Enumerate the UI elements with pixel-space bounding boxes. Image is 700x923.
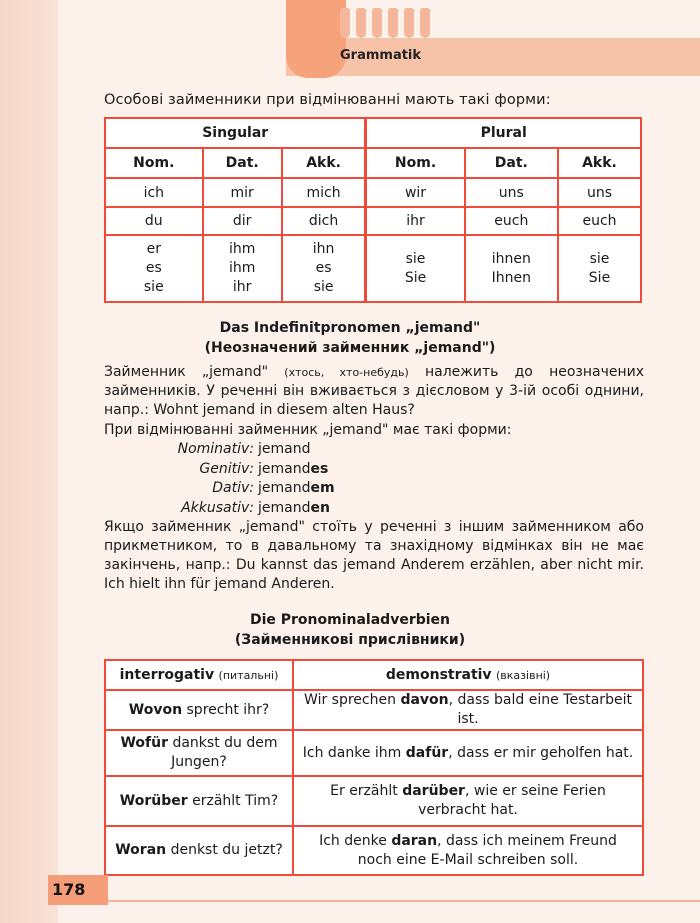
answer-pre: Ich danke ihm bbox=[302, 744, 406, 761]
adverb-word: Wofür bbox=[120, 735, 169, 751]
column-header: Akk. bbox=[282, 148, 366, 178]
column-header: Nom. bbox=[366, 148, 465, 178]
table-cell: sie Sie bbox=[366, 235, 465, 302]
column-header-note: (питальні) bbox=[218, 668, 279, 682]
table-cell: ihr bbox=[366, 207, 465, 235]
section-subtitle: (Займенникові прислівники) bbox=[234, 632, 466, 648]
answer-cell bbox=[293, 826, 643, 875]
adverb-word: davon bbox=[400, 692, 449, 708]
answer-pre: Wir sprechen bbox=[304, 692, 401, 708]
adverb-word: darüber bbox=[402, 783, 465, 799]
group-header-plural: Plural bbox=[366, 118, 641, 148]
question-cell bbox=[105, 730, 293, 776]
table-row bbox=[105, 235, 641, 302]
case-label: Nominativ: bbox=[177, 441, 254, 457]
case-form bbox=[258, 440, 335, 460]
text-fragment: Займенник „jemand" bbox=[104, 364, 285, 380]
case-form bbox=[258, 479, 335, 499]
table-cell: ich bbox=[105, 178, 203, 207]
adverb-word: Woran bbox=[115, 842, 167, 858]
column-header-text: interrogativ bbox=[119, 666, 215, 683]
form-ending: em bbox=[310, 480, 335, 496]
adverb-word: daran bbox=[391, 832, 438, 849]
table-cell: ihm ihm ihr bbox=[203, 235, 282, 302]
column-header: Akk. bbox=[558, 148, 641, 178]
question-rest: denkst du jetzt? bbox=[166, 842, 283, 858]
form-ending: en bbox=[310, 499, 330, 516]
table-cell: sie Sie bbox=[558, 235, 641, 302]
binder-tabs-decoration bbox=[340, 8, 430, 38]
answer-cell bbox=[293, 776, 643, 826]
section-subtitle: (Неозначений займенник „jemand") bbox=[204, 340, 496, 356]
table-row bbox=[105, 730, 643, 776]
column-header: Nom. bbox=[105, 148, 203, 178]
case-label: Genitiv: bbox=[199, 460, 254, 477]
table-row bbox=[105, 690, 643, 730]
table-cell: dich bbox=[282, 207, 366, 235]
answer-post: , wie er seine Ferien verbracht hat. bbox=[418, 783, 606, 818]
table-cell: ihnen Ihnen bbox=[465, 235, 558, 302]
column-header: Dat. bbox=[465, 148, 558, 178]
table-cell: du bbox=[105, 207, 203, 235]
personal-pronoun-table bbox=[104, 117, 642, 303]
answer-post: , dass er mir geholfen hat. bbox=[448, 744, 634, 761]
column-header-text: demonstrativ bbox=[385, 666, 492, 683]
answer-pre: Er erzählt bbox=[330, 783, 403, 799]
column-header bbox=[105, 660, 293, 690]
form-stem: jemand bbox=[258, 441, 311, 457]
table-cell: uns bbox=[465, 178, 558, 207]
text-fragment: належить до неозначених займенників. У реченні він вживається з дієсловом у 3-ій особі однини, напр.: Wohnt jemand in diesem alten Haus? bbox=[104, 364, 645, 418]
question-cell bbox=[105, 776, 293, 826]
form-stem: jemand bbox=[258, 499, 311, 516]
paragraph-jemand-usage: Якщо займенник „jemand" стоїть у реченні з іншим займенником або прикметником, то в давальному та знахідному відмінках він не має закінчень, напр.: Du kannst das jemand Anderem erzählen, aber nicht mir. Ich hielt ihn für jemand Anderen. bbox=[104, 519, 644, 592]
table-cell: dir bbox=[203, 207, 282, 235]
case-label: Akkusativ: bbox=[181, 499, 254, 516]
answer-pre: Ich denke bbox=[319, 832, 392, 849]
table-cell: uns bbox=[558, 178, 641, 207]
question-rest: sprecht ihr? bbox=[182, 701, 270, 718]
table-cell: mir bbox=[203, 178, 282, 207]
question-rest: erzählt Tim? bbox=[187, 792, 279, 809]
case-form bbox=[258, 460, 335, 480]
table-cell: ihn es sie bbox=[282, 235, 366, 302]
table-row bbox=[105, 207, 641, 235]
answer-cell bbox=[293, 690, 643, 730]
paragraph-jemand-intro bbox=[104, 363, 644, 420]
adverb-word: Wovon bbox=[128, 701, 183, 718]
table-cell: euch bbox=[558, 207, 641, 235]
text-fragment-small: (хтось, хто-небудь) bbox=[284, 366, 409, 379]
section-title: Die Pronominaladverbien bbox=[249, 612, 451, 628]
table-cell: mich bbox=[282, 178, 366, 207]
table-row bbox=[105, 826, 643, 875]
form-ending: es bbox=[310, 460, 329, 477]
answer-post: , dass bald eine Testarbeit ist. bbox=[448, 692, 632, 727]
answer-cell bbox=[293, 730, 643, 776]
intro-text: Особові займенники при відмінюванні мають такі форми: bbox=[104, 92, 551, 108]
table-cell: wir bbox=[366, 178, 465, 207]
page-margin-band bbox=[0, 0, 58, 923]
table-cell: er es sie bbox=[105, 235, 203, 302]
form-stem: jemand bbox=[258, 460, 311, 477]
table-row bbox=[105, 178, 641, 207]
case-form bbox=[258, 499, 335, 519]
question-cell bbox=[105, 826, 293, 875]
column-header-note: (вказівні) bbox=[496, 668, 551, 682]
column-header: Dat. bbox=[203, 148, 282, 178]
table-cell: euch bbox=[465, 207, 558, 235]
paragraph-jemand-forms-intro: При відмінюванні займенник „jemand" має такі форми: bbox=[104, 422, 512, 438]
page-number: 178 bbox=[52, 880, 86, 899]
group-header-singular: Singular bbox=[105, 118, 366, 148]
footer-divider bbox=[108, 900, 700, 902]
section-header-title: Grammatik bbox=[340, 48, 422, 63]
form-stem: jemand bbox=[258, 480, 311, 496]
section-title: Das Indefinitpronomen „jemand" bbox=[219, 320, 481, 336]
column-header bbox=[293, 660, 643, 690]
adverb-word: dafür bbox=[405, 744, 449, 761]
pronominal-adverbs-table bbox=[104, 659, 644, 876]
table-row bbox=[105, 776, 643, 826]
answer-post: , dass ich meinem Freund noch eine E-Mail schreiben soll. bbox=[357, 832, 617, 868]
chapter-tab bbox=[286, 0, 346, 78]
case-forms bbox=[258, 440, 335, 518]
adverb-word: Worüber bbox=[119, 792, 188, 809]
question-rest: dankst du dem Jungen? bbox=[168, 735, 278, 770]
question-cell bbox=[105, 690, 293, 730]
case-label: Dativ: bbox=[212, 480, 254, 496]
